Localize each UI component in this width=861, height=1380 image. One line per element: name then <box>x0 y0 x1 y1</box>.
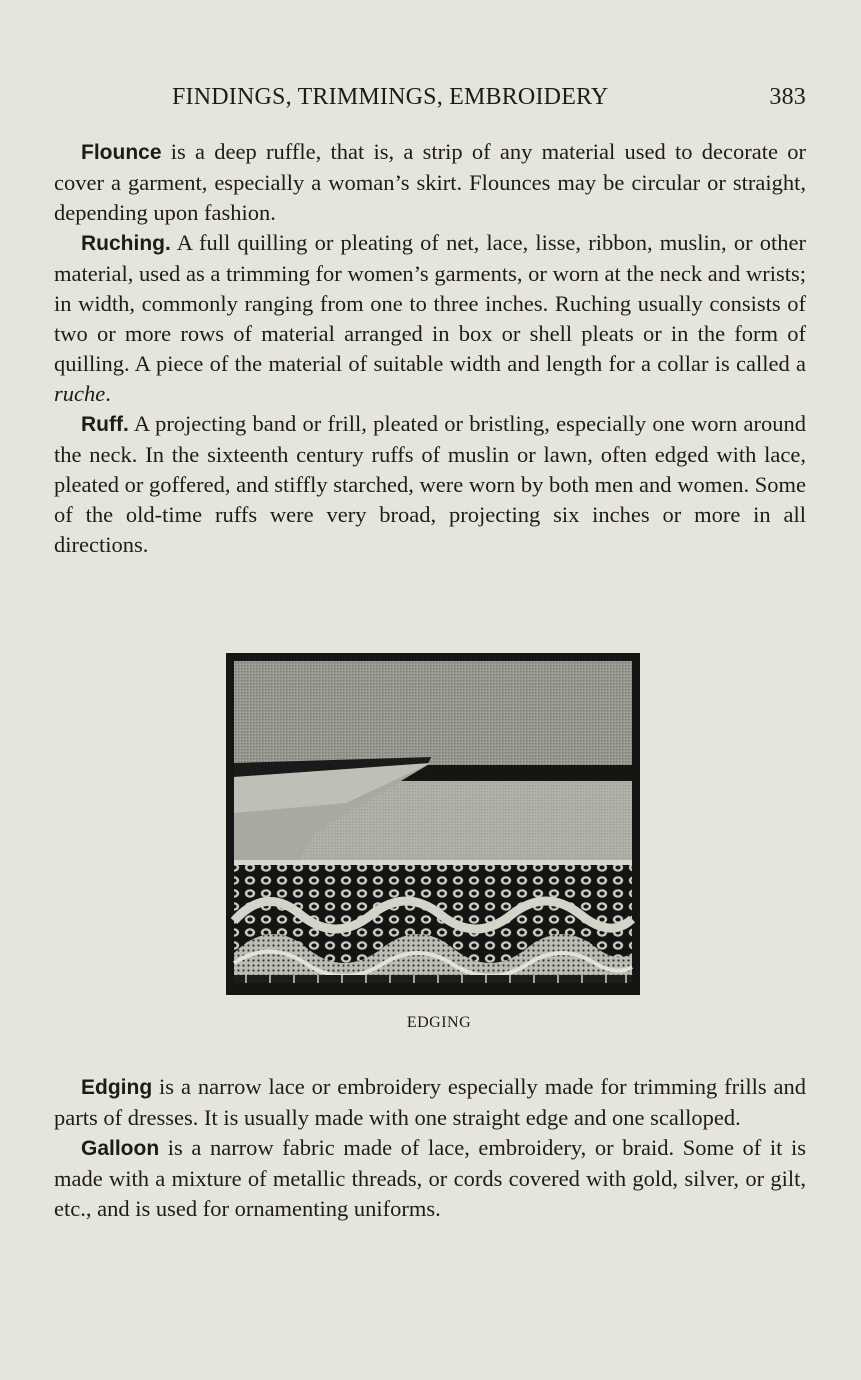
entry-ruching <box>54 228 806 409</box>
term-ruche-italic: ruche <box>54 381 106 406</box>
lace-edging-photo <box>226 653 640 995</box>
entry-flounce <box>54 137 806 228</box>
figure-caption: EDGING <box>406 1014 472 1031</box>
term-ruching: Ruching. <box>81 232 171 255</box>
definition-ruching: A full quilling or pleating of net, lace, lisse, ribbon, muslin, or other material, used as a trimming for women’s garments, or worn at the neck and wrists; in width, commonly ranging from one to three inches. Ruching usually consists of two or more rows of material arranged in box or shell pleats or in the form of quilling. A piece of the material of suitable width and length for a collar is called a <box>54 230 806 376</box>
page-header <box>54 84 806 118</box>
entry-ruff <box>54 409 806 560</box>
entry-edging <box>54 1072 806 1133</box>
definition-ruff: A projecting band or frill, pleated or bristling, especially one worn around the neck. In the sixteenth century ruffs of muslin or lawn, often edged with lace, pleated or goffered, and stiffly starched, were worn by both men and women. Some of the old-time ruffs were very broad, projecting six inches or more in all directions. <box>54 411 806 557</box>
definition-ruching-tail: . <box>105 381 111 406</box>
entries-bottom <box>54 1072 806 1224</box>
definition-flounce: is a deep ruffle, that is, a strip of any material used to decorate or cover a garment, especially a woman’s skirt. Flounces may be circular or straight, depending upon fashion. <box>54 139 806 225</box>
term-flounce: Flounce <box>81 141 162 164</box>
term-ruff: Ruff. <box>81 413 129 436</box>
running-title: FINDINGS, TRIMMINGS, EMBROIDERY <box>172 84 609 110</box>
term-edging: Edging <box>81 1076 153 1099</box>
term-galloon: Galloon <box>81 1137 160 1160</box>
page-number: 383 <box>769 84 806 110</box>
entries-top <box>54 137 806 560</box>
entry-galloon <box>54 1133 806 1224</box>
definition-edging: is a narrow lace or embroidery especially made for trimming frills and parts of dresses. It is usually made with one straight edge and one scalloped. <box>54 1074 806 1130</box>
definition-galloon: is a narrow fabric made of lace, embroidery, or braid. Some of it is made with a mixture of metallic threads, or cords covered with gold, silver, or gilt, etc., and is used for ornamenting uniforms. <box>54 1135 806 1221</box>
